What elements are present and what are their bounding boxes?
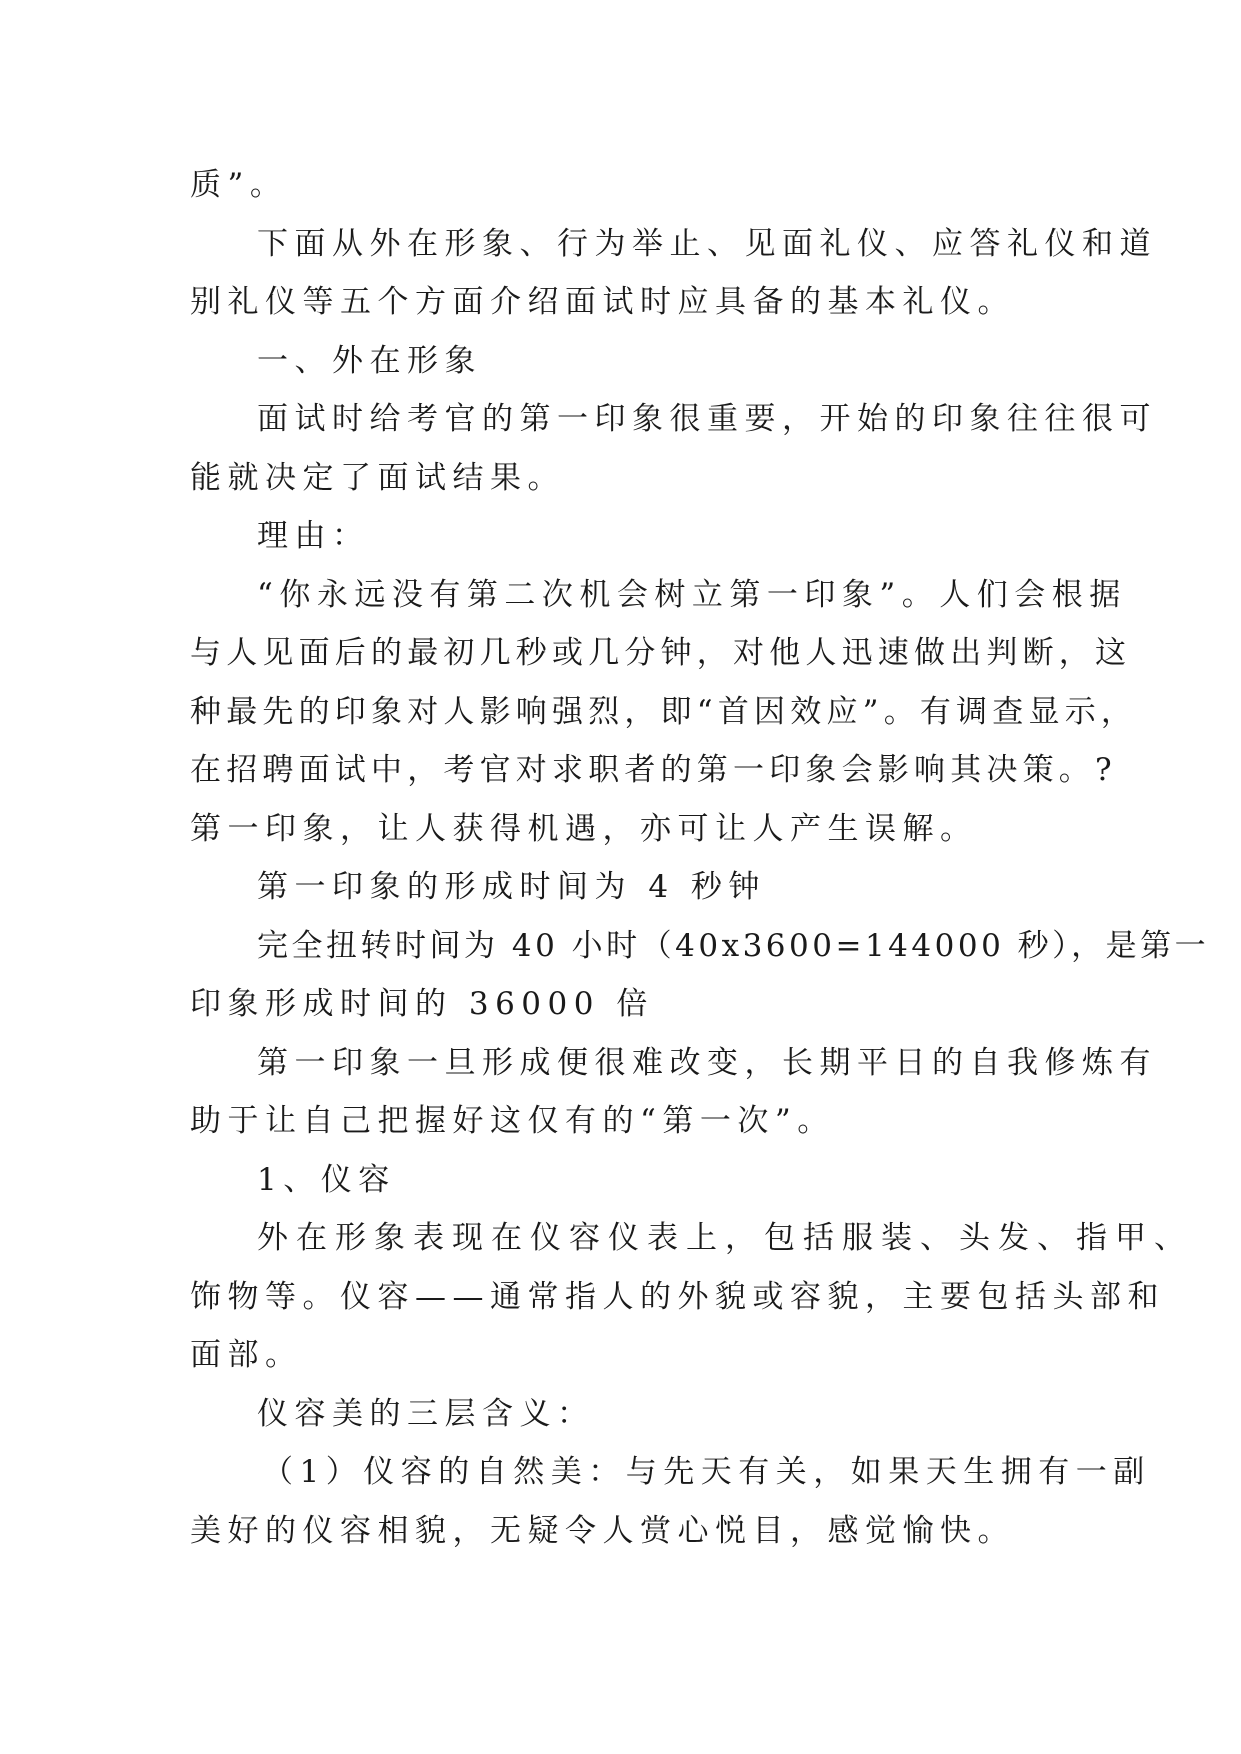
text-line: 饰物等。仪容——通常指人的外貌或容貌，主要包括头部和	[190, 1279, 1165, 1315]
text-line: 别礼仪等五个方面介绍面试时应具备的基本礼仪。	[190, 284, 1015, 320]
text-line: 质”。	[190, 167, 288, 203]
text-line: 面部。	[190, 1337, 303, 1373]
section-heading: 1、仪容	[257, 1162, 396, 1198]
text-line: 助于让自己把握好这仅有的“第一次”。	[190, 1103, 835, 1139]
text-line: 美好的仪容相貌，无疑令人赏心悦目，感觉愉快。	[190, 1513, 1015, 1549]
text-line: 印象形成时间的 36000 倍	[190, 986, 654, 1022]
text-line: “你永远没有第二次机会树立第一印象”。人们会根据	[257, 577, 1127, 613]
text-line: 在招聘面试中，考官对求职者的第一印象会影响其决策。?	[190, 752, 1117, 788]
section-heading: 一、外在形象	[257, 343, 482, 379]
text-line: 第一印象，让人获得机遇，亦可让人产生误解。	[190, 811, 978, 847]
text-line: 仪容美的三层含义：	[257, 1396, 595, 1432]
text-line: （1）仪容的自然美：与先天有关，如果天生拥有一副	[262, 1454, 1151, 1490]
text-line: 第一印象的形成时间为 4 秒钟	[257, 869, 766, 905]
text-line: 种最先的印象对人影响强烈，即“首因效应”。有调查显示，	[190, 694, 1138, 730]
text-line: 面试时给考官的第一印象很重要，开始的印象往往很可	[257, 401, 1157, 437]
text-line: 下面从外在形象、行为举止、见面礼仪、应答礼仪和道	[257, 226, 1157, 262]
text-line: 第一印象一旦形成便很难改变，长期平日的自我修炼有	[257, 1045, 1157, 1081]
text-line: 与人见面后的最初几秒或几分钟，对他人迅速做出判断，这	[190, 635, 1132, 671]
text-line: 理由：	[257, 518, 370, 554]
text-line: 能就决定了面试结果。	[190, 460, 565, 496]
text-line: 完全扭转时间为 40 小时（40x3600=144000 秒），是第一	[257, 928, 1210, 964]
text-line: 外在形象表现在仪容仪表上，包括服装、头发、指甲、	[257, 1220, 1193, 1256]
